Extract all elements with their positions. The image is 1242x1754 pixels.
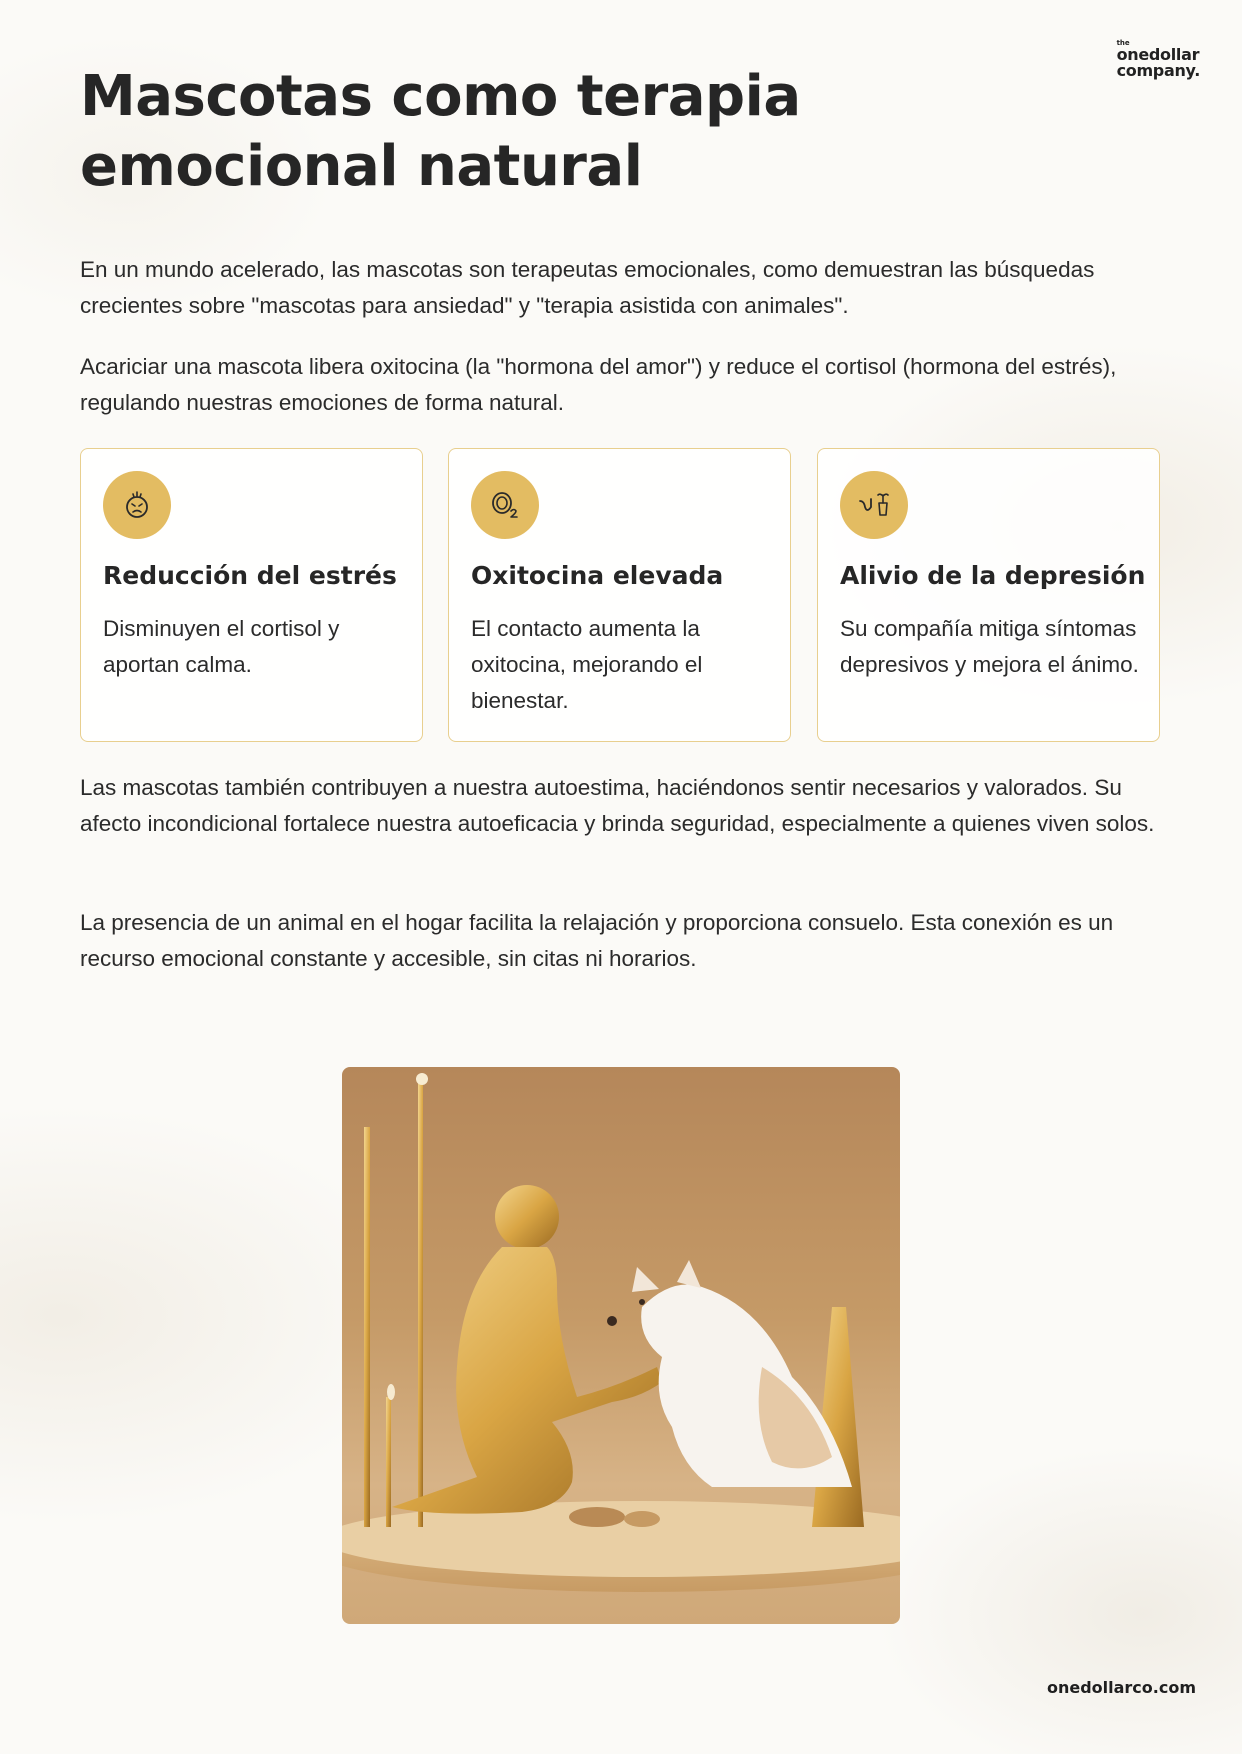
brand-logo	[1117, 40, 1200, 79]
card-stress-reduction	[80, 448, 423, 742]
card-title: Oxitocina elevada	[471, 561, 724, 590]
benefit-cards	[80, 448, 1162, 744]
logo-line-2: company.	[1116, 61, 1200, 80]
card-text: Disminuyen el cortisol y aportan calma.	[103, 616, 340, 677]
page-title: Mascotas como terapia emocional natural	[80, 64, 801, 199]
self-esteem-paragraph: Las mascotas también contribuyen a nuestra autoestima, haciéndonos sentir necesarios y valorados. Su afecto incondicional fortalece nuestra autoeficacia y brinda seguridad, especialmente a quienes viven solos.	[80, 775, 1155, 836]
oxytocin-paragraph: Acariciar una mascota libera oxitocina (la "hormona del amor") y reduce el cortisol (hormona del estrés), regulando nuestras emociones de forma natural.	[80, 354, 1117, 415]
watering-plant-icon	[840, 471, 908, 539]
card-depression-relief	[817, 448, 1160, 742]
card-text: Su compañía mitiga síntomas depresivos y mejora el ánimo.	[840, 616, 1139, 677]
card-title: Alivio de la depresión	[840, 561, 1146, 590]
oxygen-molecule-icon	[471, 471, 539, 539]
logo-line-1: onedollar	[1116, 45, 1200, 64]
logo-small-text: the	[1116, 39, 1130, 47]
card-text: El contacto aumenta la oxitocina, mejorando el bienestar.	[471, 616, 703, 713]
home-paragraph: La presencia de un animal en el hogar facilita la relajación y proporciona consuelo. Esta conexión es un recurso emocional constante y accesible, sin citas ni horarios.	[80, 910, 1114, 971]
intro-paragraph: En un mundo acelerado, las mascotas son terapeutas emocionales, como demuestran las búsquedas crecientes sobre "mascotas para ansiedad" y "terapia asistida con animales".	[80, 257, 1095, 318]
golden-figure-with-dog-image	[342, 1067, 900, 1624]
stressed-face-icon	[103, 471, 171, 539]
card-title: Reducción del estrés	[103, 561, 397, 590]
card-oxytocin	[448, 448, 791, 742]
website-url: onedollarco.com	[1046, 1678, 1196, 1697]
